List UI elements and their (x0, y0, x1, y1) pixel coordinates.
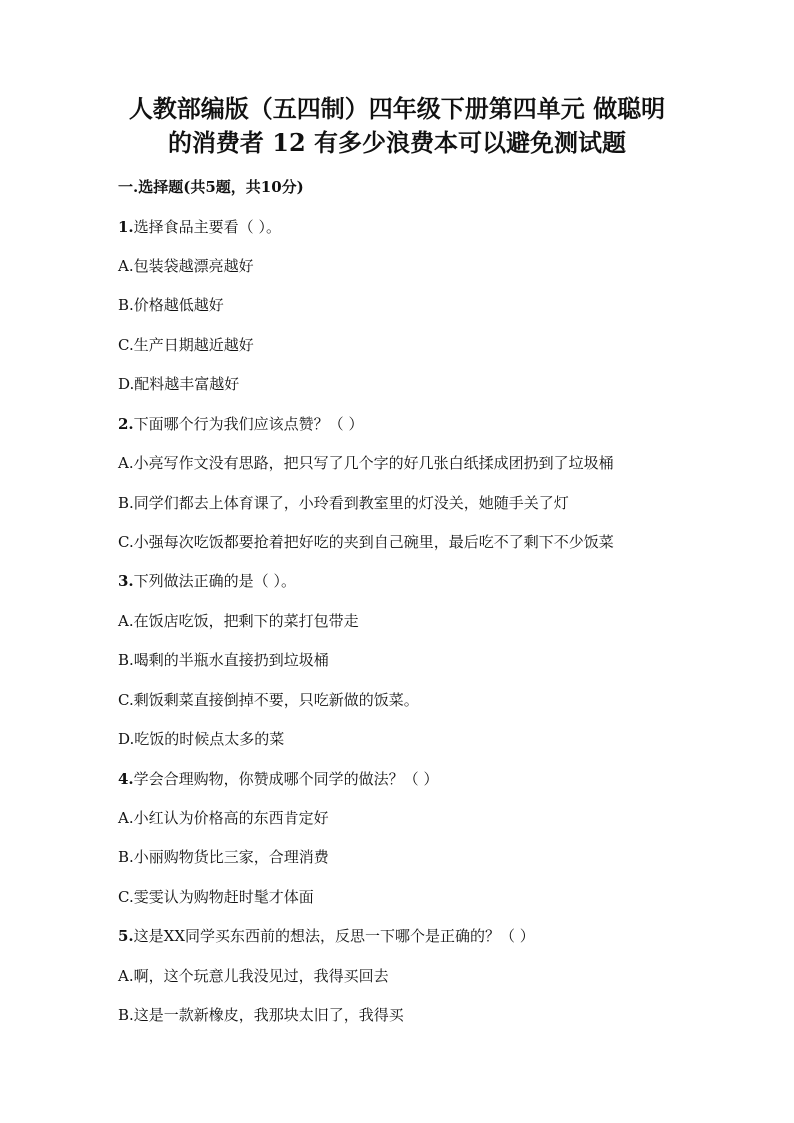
question-5-number: 5. (118, 927, 134, 945)
question-3-option-b: B.喝剩的半瓶水直接扔到垃圾桶 (118, 651, 329, 669)
question-2-option-b: B.同学们都去上体育课了，小玲看到教室里的灯没关，她随手关了灯 (118, 494, 569, 512)
question-3-option-d: D.吃饭的时候点太多的菜 (118, 730, 285, 748)
question-4-number: 4. (118, 770, 134, 788)
question-2 (118, 413, 363, 435)
question-4-text: 学会合理购物，你赞成哪个同学的做法？（ ） (133, 770, 439, 788)
question-3-option-c: C.剩饭剩菜直接倒掉不要，只吃新做的饭菜。 (118, 691, 419, 709)
question-4-option-c: C.雯雯认为购物赶时髦才体面 (118, 888, 314, 906)
question-3-option-a: A.在饭店吃饭，把剩下的菜打包带走 (118, 612, 359, 630)
question-5 (118, 925, 535, 947)
document-title-line-1: 人教部编版（五四制）四年级下册第四单元 做聪明 (128, 94, 666, 123)
document-title-line-2: 的消费者 12 有多少浪费本可以避免测试题 (167, 128, 627, 157)
question-1-option-a: A.包装袋越漂亮越好 (118, 257, 254, 275)
question-5-option-b: B.这是一款新橡皮，我那块太旧了，我得买 (118, 1006, 404, 1024)
question-4-option-a: A.小红认为价格高的东西肯定好 (118, 809, 329, 827)
question-3-number: 3. (118, 572, 134, 590)
question-5-text: 这是XX同学买东西前的想法，反思一下哪个是正确的？（ ） (133, 927, 535, 945)
question-4 (118, 768, 438, 790)
question-3 (118, 570, 296, 592)
question-1-number: 1. (118, 218, 134, 236)
question-5-option-a: A.啊，这个玩意儿我没见过，我得买回去 (118, 967, 389, 985)
question-1-text: 选择食品主要看（ ）。 (133, 218, 281, 236)
section-header: 一.选择题(共5题，共10分) (118, 178, 304, 196)
question-1-option-c: C.生产日期越近越好 (118, 336, 254, 354)
question-2-option-a: A.小亮写作文没有思路，把只写了几个字的好几张白纸揉成团扔到了垃圾桶 (118, 454, 614, 472)
question-2-text: 下面哪个行为我们应该点赞？（ ） (133, 415, 364, 433)
question-1-option-d: D.配料越丰富越好 (118, 375, 240, 393)
question-1 (118, 216, 281, 238)
question-2-option-c: C.小强每次吃饭都要抢着把好吃的夹到自己碗里，最后吃不了剩下不少饭菜 (118, 533, 614, 551)
question-3-text: 下列做法正确的是（ ）。 (133, 572, 296, 590)
question-2-number: 2. (118, 415, 134, 433)
question-4-option-b: B.小丽购物货比三家，合理消费 (118, 848, 329, 866)
question-1-option-b: B.价格越低越好 (118, 296, 224, 314)
